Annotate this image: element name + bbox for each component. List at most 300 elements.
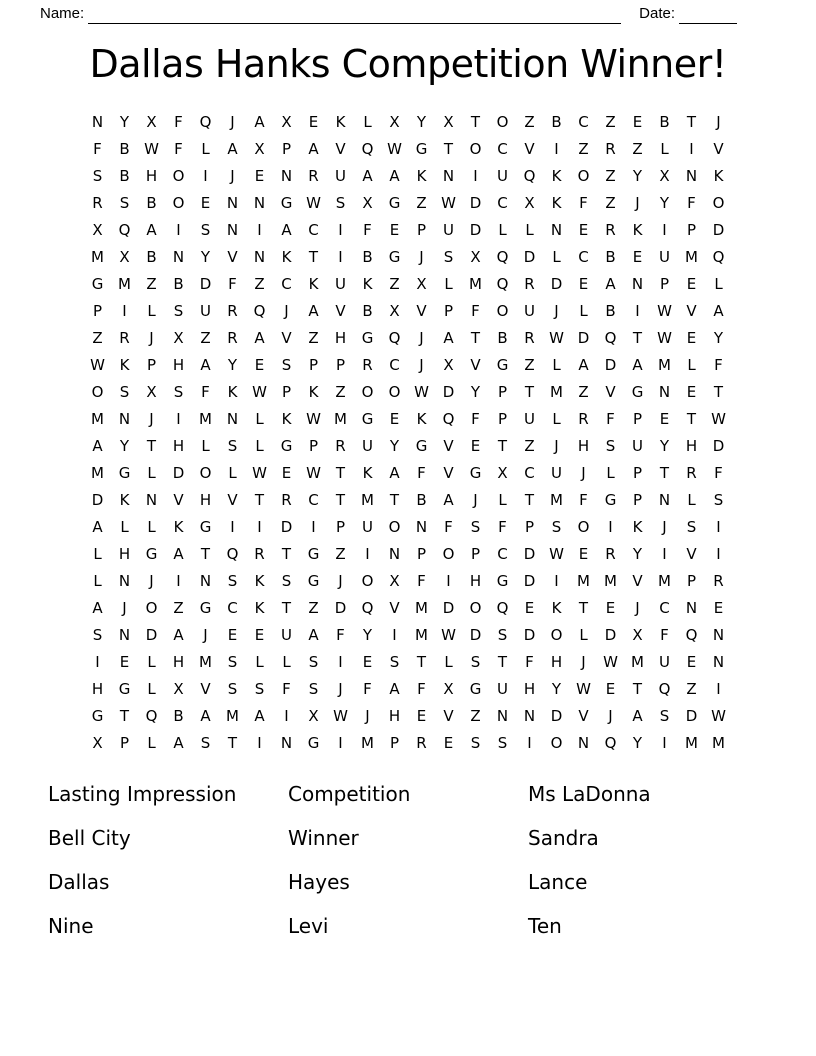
grid-letter: E xyxy=(119,652,130,671)
grid-letter: E xyxy=(605,679,616,698)
grid-letter: H xyxy=(199,490,212,509)
grid-letter: M xyxy=(91,247,104,266)
grid-letter: N xyxy=(118,571,131,590)
grid-letter: O xyxy=(442,544,455,563)
grid-letter: O xyxy=(388,382,401,401)
grid-letter: C xyxy=(227,598,238,617)
grid-letter: Q xyxy=(145,706,158,725)
grid-letter: O xyxy=(199,463,212,482)
word-item: Ten xyxy=(528,914,562,938)
grid-letter: P xyxy=(335,517,346,536)
grid-letter: L xyxy=(147,301,156,320)
grid-letter: S xyxy=(389,652,400,671)
grid-letter: T xyxy=(146,436,157,455)
grid-letter: J xyxy=(230,112,235,131)
grid-letter: M xyxy=(415,625,428,644)
grid-letter: Q xyxy=(361,598,374,617)
grid-letter: H xyxy=(172,355,185,374)
grid-letter: O xyxy=(550,733,563,752)
grid-letter: A xyxy=(389,166,400,185)
grid-letter: W xyxy=(90,355,105,374)
grid-letter: N xyxy=(712,625,725,644)
grid-letter: E xyxy=(254,166,265,185)
grid-letter: G xyxy=(496,355,509,374)
grid-letter: Z xyxy=(389,274,400,293)
grid-letter: J xyxy=(365,706,370,725)
grid-letter: N xyxy=(550,220,563,239)
grid-letter: V xyxy=(686,301,697,320)
grid-letter: Z xyxy=(470,706,481,725)
grid-letter: R xyxy=(335,436,346,455)
name-label: Name: xyxy=(40,5,85,22)
grid-letter: W xyxy=(414,382,429,401)
grid-letter: K xyxy=(254,571,265,590)
grid-letter: Q xyxy=(388,328,401,347)
grid-letter: M xyxy=(226,706,239,725)
grid-letter: K xyxy=(551,166,562,185)
grid-letter: L xyxy=(201,436,210,455)
grid-letter: U xyxy=(335,274,346,293)
grid-letter: A xyxy=(308,301,319,320)
grid-letter: B xyxy=(146,247,157,266)
grid-letter: L xyxy=(201,139,210,158)
grid-letter: T xyxy=(335,490,346,509)
grid-letter: N xyxy=(172,247,185,266)
word-item: Bell City xyxy=(48,826,131,850)
grid-letter: J xyxy=(716,112,721,131)
grid-letter: F xyxy=(174,112,183,131)
grid-letter: K xyxy=(416,166,427,185)
grid-letter: E xyxy=(605,598,616,617)
grid-letter: S xyxy=(308,652,319,671)
grid-letter: P xyxy=(659,274,670,293)
grid-letter: J xyxy=(608,706,613,725)
grid-letter: O xyxy=(712,193,725,212)
grid-letter: C xyxy=(497,139,508,158)
grid-letter: I xyxy=(257,220,262,239)
grid-letter: Q xyxy=(442,409,455,428)
grid-letter: N xyxy=(118,625,131,644)
grid-letter: R xyxy=(119,328,130,347)
grid-letter: T xyxy=(470,328,481,347)
grid-letter: Y xyxy=(416,112,427,131)
grid-letter: S xyxy=(686,517,697,536)
grid-letter: R xyxy=(254,544,265,563)
grid-letter: A xyxy=(173,625,184,644)
grid-letter: I xyxy=(392,625,397,644)
grid-letter: X xyxy=(389,301,400,320)
grid-letter: R xyxy=(92,193,103,212)
grid-letter: B xyxy=(362,247,373,266)
grid-letter: F xyxy=(471,301,480,320)
grid-letter: L xyxy=(660,139,669,158)
puzzle-title: Dallas Hanks Competition Winner! xyxy=(89,42,727,86)
grid-letter: P xyxy=(632,409,643,428)
grid-letter: N xyxy=(226,220,239,239)
grid-letter: T xyxy=(119,706,130,725)
word-item: Competition xyxy=(288,782,411,806)
grid-letter: O xyxy=(496,301,509,320)
grid-letter: D xyxy=(442,598,455,617)
grid-letter: E xyxy=(389,409,400,428)
grid-letter: P xyxy=(281,382,292,401)
grid-letter: L xyxy=(444,652,453,671)
grid-letter: K xyxy=(119,490,130,509)
grid-letter: X xyxy=(173,679,184,698)
grid-letter: L xyxy=(147,733,156,752)
grid-letter: D xyxy=(469,193,482,212)
grid-letter: O xyxy=(172,193,185,212)
grid-letter: V xyxy=(443,706,454,725)
grid-letter: L xyxy=(525,220,534,239)
grid-letter: S xyxy=(227,652,238,671)
grid-letter: X xyxy=(308,706,319,725)
grid-letter: T xyxy=(578,598,589,617)
grid-letter: U xyxy=(362,436,373,455)
grid-letter: L xyxy=(147,463,156,482)
grid-letter: B xyxy=(362,301,373,320)
grid-letter: Z xyxy=(200,328,211,347)
grid-letter: E xyxy=(416,706,427,725)
grid-letter: W xyxy=(657,301,672,320)
grid-letter: P xyxy=(443,301,454,320)
grid-letter: E xyxy=(686,652,697,671)
grid-letter: T xyxy=(524,490,535,509)
grid-letter: C xyxy=(497,544,508,563)
grid-letter: E xyxy=(308,112,319,131)
grid-letter: M xyxy=(712,733,725,752)
grid-letter: N xyxy=(658,490,671,509)
grid-letter: I xyxy=(257,517,262,536)
grid-letter: I xyxy=(95,652,100,671)
grid-letter: B xyxy=(146,193,157,212)
grid-letter: V xyxy=(227,247,238,266)
grid-letter: I xyxy=(176,409,181,428)
grid-letter: T xyxy=(227,733,238,752)
grid-letter: I xyxy=(230,517,235,536)
grid-letter: S xyxy=(227,436,238,455)
grid-letter: I xyxy=(554,571,559,590)
grid-letter: T xyxy=(389,490,400,509)
word-item: Lance xyxy=(528,870,588,894)
grid-letter: N xyxy=(280,166,293,185)
grid-letter: N xyxy=(226,193,239,212)
grid-letter: X xyxy=(416,274,427,293)
grid-letter: T xyxy=(632,328,643,347)
grid-letter: Q xyxy=(496,247,509,266)
grid-letter: E xyxy=(470,436,481,455)
grid-letter: L xyxy=(255,436,264,455)
grid-letter: U xyxy=(497,166,508,185)
grid-letter: R xyxy=(524,274,535,293)
grid-letter: H xyxy=(550,652,563,671)
grid-letter: A xyxy=(389,679,400,698)
grid-letter: Y xyxy=(470,382,481,401)
grid-letter: W xyxy=(441,193,456,212)
grid-letter: S xyxy=(173,382,184,401)
grid-letter: P xyxy=(416,220,427,239)
grid-letter: D xyxy=(91,490,104,509)
grid-letter: V xyxy=(686,544,697,563)
grid-letter: D xyxy=(172,463,185,482)
grid-letter: O xyxy=(469,139,482,158)
grid-letter: K xyxy=(308,382,319,401)
grid-letter: P xyxy=(308,436,319,455)
grid-letter: M xyxy=(658,571,671,590)
grid-letter: A xyxy=(227,139,238,158)
grid-letter: N xyxy=(415,517,428,536)
grid-letter: I xyxy=(662,544,667,563)
grid-letter: T xyxy=(254,490,265,509)
grid-letter: U xyxy=(524,301,535,320)
grid-letter: K xyxy=(173,517,184,536)
grid-letter: V xyxy=(173,490,184,509)
grid-letter: X xyxy=(281,112,292,131)
grid-letter: F xyxy=(417,571,426,590)
grid-letter: J xyxy=(122,598,127,617)
grid-letter: U xyxy=(335,166,346,185)
grid-letter: G xyxy=(496,571,509,590)
grid-letter: E xyxy=(254,625,265,644)
grid-letter: I xyxy=(365,544,370,563)
grid-letter: T xyxy=(308,247,319,266)
grid-letter: I xyxy=(716,679,721,698)
date-label: Date: xyxy=(639,5,675,22)
grid-letter: J xyxy=(338,571,343,590)
grid-letter: X xyxy=(389,571,400,590)
grid-letter: P xyxy=(281,139,292,158)
grid-letter: T xyxy=(443,139,454,158)
grid-letter: X xyxy=(443,679,454,698)
grid-letter: J xyxy=(284,301,289,320)
grid-letter: X xyxy=(146,382,157,401)
grid-letter: R xyxy=(713,571,724,590)
grid-letter: I xyxy=(716,517,721,536)
grid-letter: Q xyxy=(226,544,239,563)
grid-letter: G xyxy=(469,679,482,698)
grid-letter: J xyxy=(419,247,424,266)
grid-letter: S xyxy=(497,625,508,644)
grid-letter: Y xyxy=(632,166,643,185)
grid-letter: I xyxy=(635,301,640,320)
grid-letter: C xyxy=(308,490,319,509)
grid-letter: T xyxy=(335,463,346,482)
grid-letter: W xyxy=(387,139,402,158)
grid-letter: H xyxy=(523,679,536,698)
grid-letter: R xyxy=(605,139,616,158)
grid-letter: X xyxy=(362,193,373,212)
grid-letter: X xyxy=(470,247,481,266)
grid-letter: I xyxy=(338,247,343,266)
grid-letter: P xyxy=(686,220,697,239)
grid-letter: H xyxy=(469,571,482,590)
grid-letter: E xyxy=(713,598,724,617)
grid-letter: V xyxy=(227,490,238,509)
grid-letter: P xyxy=(389,733,400,752)
grid-letter: T xyxy=(632,679,643,698)
grid-letter: M xyxy=(577,571,590,590)
grid-letter: S xyxy=(173,301,184,320)
grid-letter: Z xyxy=(92,328,103,347)
grid-letter: O xyxy=(91,382,104,401)
grid-letter: A xyxy=(173,544,184,563)
grid-letter: W xyxy=(144,139,159,158)
grid-letter: N xyxy=(280,733,293,752)
grid-letter: R xyxy=(227,301,238,320)
grid-letter: C xyxy=(389,355,400,374)
grid-letter: T xyxy=(497,652,508,671)
grid-letter: P xyxy=(524,517,535,536)
grid-letter: U xyxy=(497,679,508,698)
grid-letter: N xyxy=(145,490,158,509)
grid-letter: A xyxy=(443,490,454,509)
grid-letter: D xyxy=(469,625,482,644)
word-list-column xyxy=(48,772,288,948)
grid-letter: M xyxy=(118,274,131,293)
grid-letter: R xyxy=(605,220,616,239)
grid-letter: K xyxy=(335,112,346,131)
grid-letter: Z xyxy=(578,382,589,401)
grid-letter: Y xyxy=(119,112,130,131)
grid-letter: M xyxy=(415,598,428,617)
grid-letter: O xyxy=(577,166,590,185)
grid-letter: J xyxy=(338,679,343,698)
grid-letter: R xyxy=(578,409,589,428)
grid-letter: J xyxy=(581,463,586,482)
grid-letter: G xyxy=(307,544,320,563)
grid-letter: K xyxy=(416,409,427,428)
grid-letter: F xyxy=(363,679,372,698)
grid-letter: S xyxy=(470,652,481,671)
grid-letter: N xyxy=(685,598,698,617)
grid-letter: W xyxy=(306,409,321,428)
grid-letter: M xyxy=(685,247,698,266)
grid-letter: B xyxy=(416,490,427,509)
grid-letter: G xyxy=(280,436,293,455)
grid-letter: E xyxy=(578,220,589,239)
grid-letter: X xyxy=(632,625,643,644)
grid-letter: V xyxy=(416,301,427,320)
grid-letter: L xyxy=(579,625,588,644)
grid-letter: L xyxy=(147,679,156,698)
grid-letter: S xyxy=(659,706,670,725)
grid-letter: E xyxy=(389,220,400,239)
grid-letter: K xyxy=(308,274,319,293)
grid-letter: G xyxy=(307,733,320,752)
grid-letter: W xyxy=(549,544,564,563)
grid-letter: J xyxy=(554,436,559,455)
grid-letter: E xyxy=(254,355,265,374)
grid-letter: S xyxy=(227,679,238,698)
grid-letter: Z xyxy=(173,598,184,617)
grid-letter: A xyxy=(308,625,319,644)
grid-letter: B xyxy=(119,139,130,158)
grid-letter: P xyxy=(686,571,697,590)
grid-letter: A xyxy=(173,733,184,752)
grid-letter: E xyxy=(686,274,697,293)
grid-letter: G xyxy=(145,544,158,563)
grid-letter: G xyxy=(361,328,374,347)
grid-letter: G xyxy=(415,436,428,455)
grid-letter: Q xyxy=(712,247,725,266)
grid-letter: A xyxy=(92,598,103,617)
grid-letter: L xyxy=(228,463,237,482)
grid-letter: B xyxy=(551,112,562,131)
grid-letter: M xyxy=(658,355,671,374)
grid-letter: K xyxy=(281,409,292,428)
grid-letter: N xyxy=(496,706,509,725)
grid-letter: Z xyxy=(632,139,643,158)
grid-letter: R xyxy=(416,733,427,752)
grid-letter: P xyxy=(632,490,643,509)
grid-letter: R xyxy=(281,490,292,509)
grid-letter: I xyxy=(338,220,343,239)
grid-letter: N xyxy=(685,166,698,185)
grid-letter: R xyxy=(227,328,238,347)
grid-letter: S xyxy=(605,436,616,455)
grid-letter: H xyxy=(577,436,590,455)
grid-letter: M xyxy=(550,382,563,401)
grid-letter: E xyxy=(632,247,643,266)
grid-letter: V xyxy=(443,436,454,455)
grid-letter: D xyxy=(712,436,725,455)
grid-letter: A xyxy=(281,220,292,239)
grid-letter: L xyxy=(93,571,102,590)
grid-letter: T xyxy=(713,382,724,401)
grid-letter: J xyxy=(149,571,154,590)
grid-letter: A xyxy=(200,355,211,374)
grid-letter: U xyxy=(362,517,373,536)
grid-letter: A xyxy=(578,355,589,374)
grid-letter: Z xyxy=(335,544,346,563)
grid-letter: H xyxy=(91,679,104,698)
grid-letter: U xyxy=(443,220,454,239)
grid-letter: Q xyxy=(523,166,536,185)
grid-letter: N xyxy=(442,166,455,185)
grid-letter: V xyxy=(470,355,481,374)
grid-letter: L xyxy=(282,652,291,671)
grid-letter: X xyxy=(254,139,265,158)
grid-letter: H xyxy=(172,652,185,671)
grid-letter: Y xyxy=(119,436,130,455)
grid-letter: K xyxy=(362,463,373,482)
grid-letter: L xyxy=(255,409,264,428)
grid-letter: P xyxy=(497,409,508,428)
grid-letter: M xyxy=(631,652,644,671)
grid-letter: T xyxy=(659,463,670,482)
grid-letter: D xyxy=(442,382,455,401)
grid-letter: S xyxy=(200,220,211,239)
grid-letter: D xyxy=(523,544,536,563)
grid-letter: E xyxy=(578,274,589,293)
grid-letter: O xyxy=(577,517,590,536)
grid-letter: W xyxy=(333,706,348,725)
grid-letter: U xyxy=(659,652,670,671)
grid-letter: N xyxy=(712,652,725,671)
grid-letter: T xyxy=(200,544,211,563)
grid-letter: X xyxy=(119,247,130,266)
grid-letter: O xyxy=(469,598,482,617)
grid-letter: W xyxy=(549,328,564,347)
grid-letter: A xyxy=(605,274,616,293)
grid-letter: S xyxy=(227,571,238,590)
grid-letter: F xyxy=(444,517,453,536)
grid-letter: I xyxy=(662,220,667,239)
grid-letter: I xyxy=(662,733,667,752)
grid-letter: K xyxy=(254,598,265,617)
grid-letter: R xyxy=(524,328,535,347)
grid-letter: J xyxy=(149,328,154,347)
